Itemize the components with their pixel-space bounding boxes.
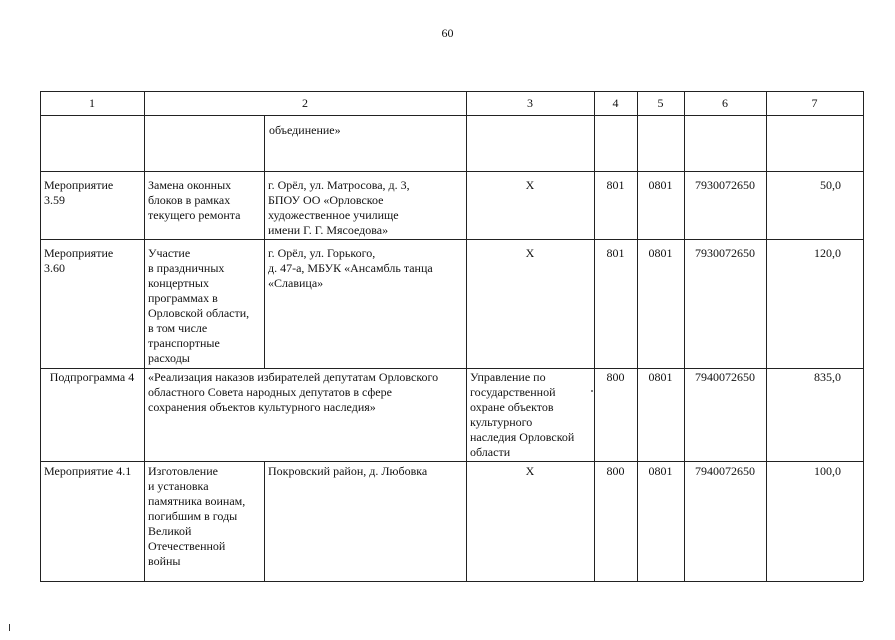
header-cell: 5 xyxy=(657,96,664,110)
rule xyxy=(40,115,863,116)
table-cell: 800 xyxy=(606,370,625,384)
table-cell: 7930072650 xyxy=(695,178,755,192)
header-cell: 6 xyxy=(722,96,728,110)
rule xyxy=(144,91,145,581)
table-cell: Замена оконных блоков в рамках текущего ремонта xyxy=(148,178,241,222)
rule xyxy=(766,91,767,581)
table-cell: «Реализация наказов избирателей депутатам Орловского областного Совета народных депутатов в сфере сохранения объектов культурного наследия» xyxy=(148,370,439,414)
table-cell: 0801 xyxy=(648,246,673,260)
table-cell: 7940072650 xyxy=(695,370,755,384)
rule xyxy=(684,91,685,581)
rule xyxy=(40,581,863,582)
table-cell: 0801 xyxy=(648,178,673,192)
table-cell: X xyxy=(525,464,535,478)
rule xyxy=(594,91,595,581)
table-cell: Участие в праздничных концертных программах в Орловской области, в том числе транспортные расходы xyxy=(148,246,250,365)
table-cell: 50,0 xyxy=(820,178,841,192)
rule xyxy=(466,91,467,581)
table-cell: 120,0 xyxy=(814,246,841,260)
rule xyxy=(40,91,863,92)
table-cell: Управление по государственной охране объектов культурного наследия Орловской области xyxy=(470,370,575,459)
table-cell: X xyxy=(525,246,535,260)
table-cell: Покровский район, д. Любовка xyxy=(268,464,428,478)
table-cell: 100,0 xyxy=(814,464,841,478)
table-cell: Мероприятие 4.1 xyxy=(44,464,132,478)
table-cell: 800 xyxy=(606,464,625,478)
table-cell: 7940072650 xyxy=(695,464,755,478)
rule xyxy=(863,91,864,581)
rule xyxy=(40,91,41,581)
table-cell: 801 xyxy=(606,178,625,192)
table-cell: объединение» xyxy=(269,123,341,137)
table-cell: 835,0 xyxy=(814,370,841,384)
table-cell: Мероприятие 3.59 xyxy=(44,178,114,207)
table-cell: г. Орёл, ул. Горького, д. 47-а, МБУК «Ансамбль танца «Славица» xyxy=(268,246,433,290)
table-cell: Подпрограмма 4 xyxy=(49,370,135,384)
table-cell: X xyxy=(525,178,535,192)
rule xyxy=(40,368,863,369)
header-cell: 4 xyxy=(612,96,619,110)
rule xyxy=(264,115,265,368)
header-cell: 3 xyxy=(527,96,533,110)
rule xyxy=(637,91,638,581)
budget-table xyxy=(40,91,863,581)
header-cell: 1 xyxy=(89,96,95,110)
table-cell: Мероприятие 3.60 xyxy=(44,246,114,275)
header-cell: 2 xyxy=(302,96,308,110)
rule xyxy=(40,461,863,462)
rule xyxy=(40,171,863,172)
table-cell: 0801 xyxy=(648,464,673,478)
page-number: 60 xyxy=(441,26,454,40)
table-cell: 0801 xyxy=(648,370,673,384)
rule xyxy=(40,239,863,240)
margin-mark xyxy=(9,624,10,631)
table-cell: г. Орёл, ул. Матросова, д. 3, БПОУ ОО «Орловское художественное училище имени Г. Г. Мясоедова» xyxy=(268,178,410,237)
table-cell: Изготовление и установка памятника воинам, погибшим в годы Великой Отечественной войны xyxy=(148,464,246,568)
header-cell: 7 xyxy=(811,96,818,110)
rule xyxy=(264,461,265,581)
table-cell: 801 xyxy=(606,246,625,260)
table-cell: 7930072650 xyxy=(695,246,755,260)
